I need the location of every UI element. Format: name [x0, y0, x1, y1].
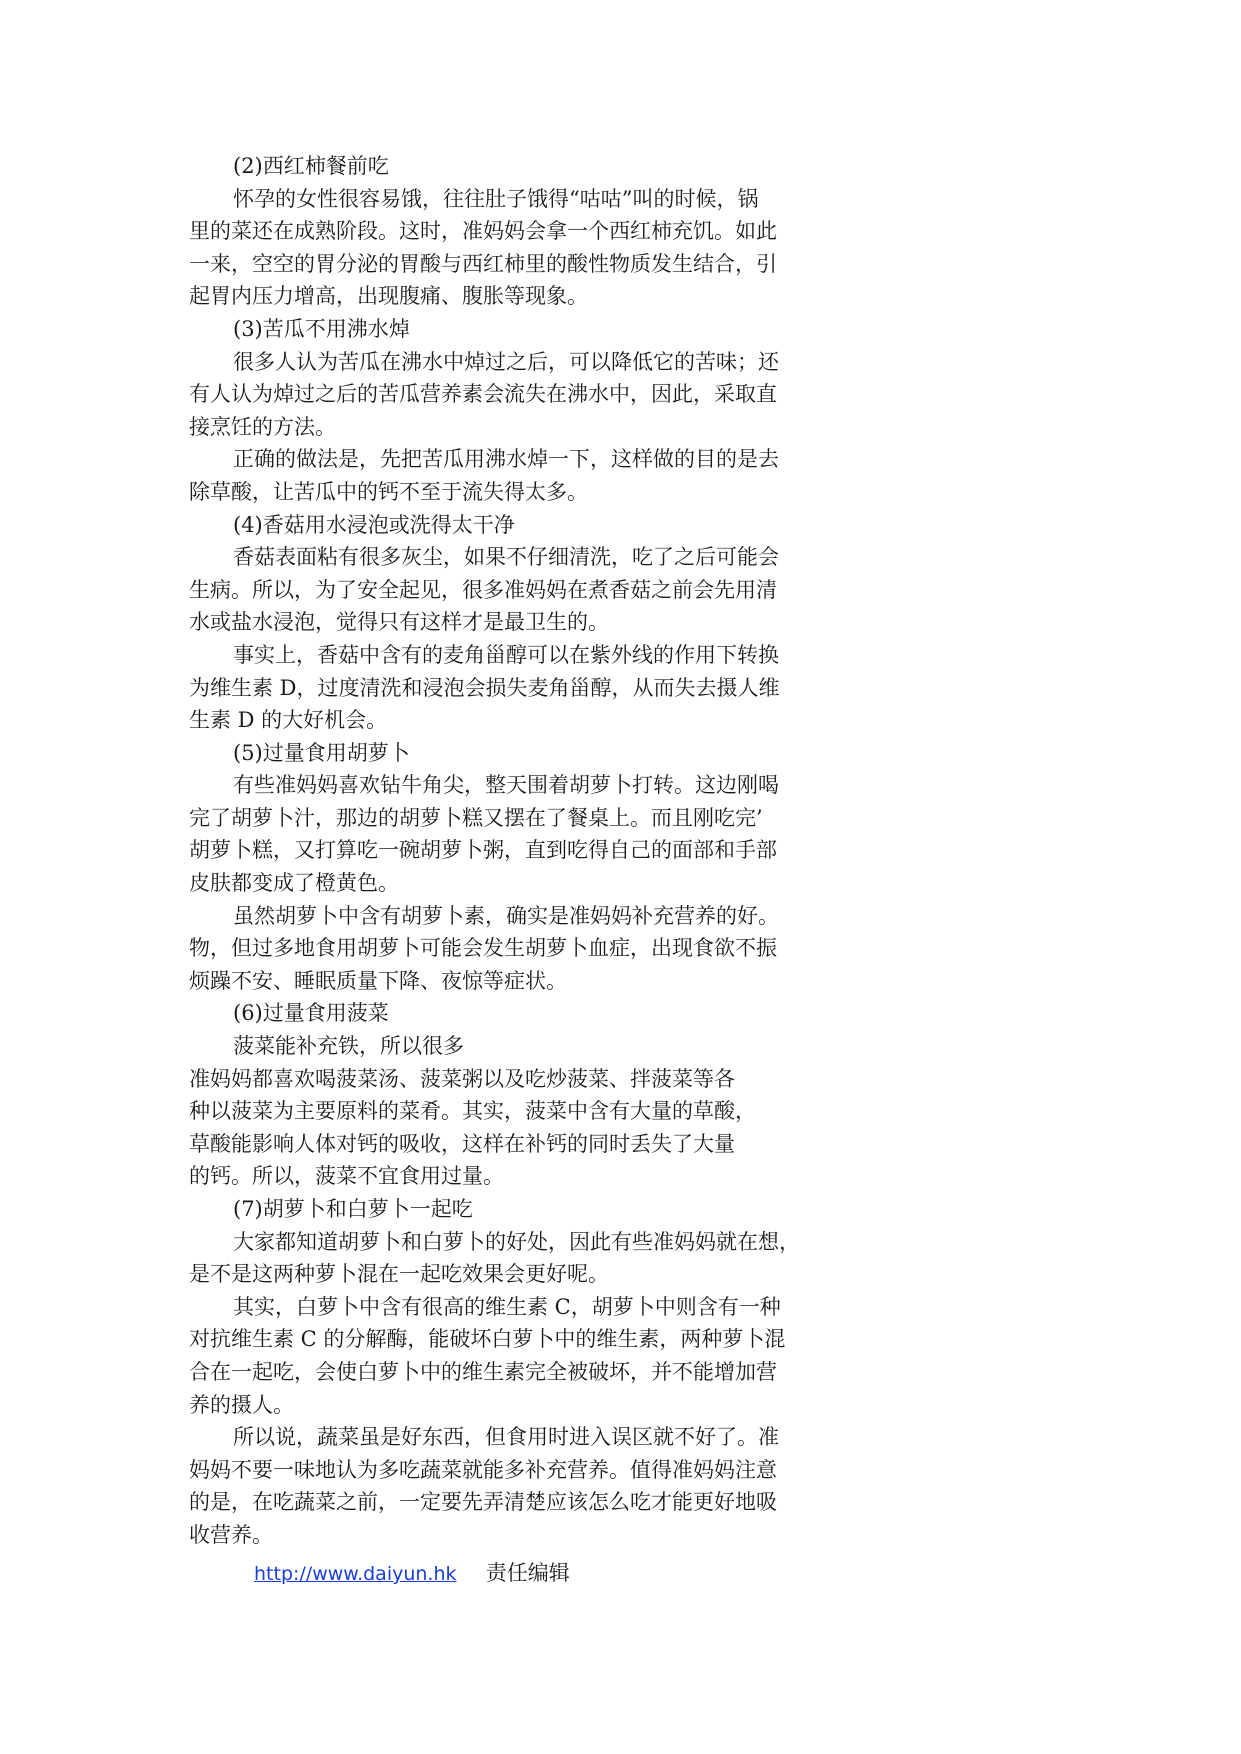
text-line: 接烹饪的方法。 [189, 414, 336, 439]
text-line: 生病。所以，为了安全起见，很多准妈妈在煮香菇之前会先用清 [189, 577, 777, 602]
section-heading: (2)西红柿餐前吃 [233, 154, 389, 178]
text-line: 收营养。 [189, 1522, 273, 1547]
text-line: 养的摄人。 [189, 1392, 294, 1417]
text-line: 妈妈不要一味地认为多吃蔬菜就能多补充营养。值得准妈妈注意 [189, 1457, 777, 1482]
editor-label: 责任编辑 [485, 1561, 570, 1585]
text-line: 准妈妈都喜欢喝菠菜汤、菠菜粥以及吃炒菠菜、拌菠菜等各 [189, 1066, 735, 1091]
text-line: 为维生素 D，过度清洗和浸泡会损失麦角甾醇，从而失去摄人维 [189, 675, 780, 700]
text-line: 起胃内压力增高，出现腹痛、腹胀等现象。 [189, 284, 588, 309]
text-line: 合在一起吃，会使白萝卜中的维生素完全被破坏，并不能增加营 [189, 1359, 777, 1384]
text-line: 事实上，香菇中含有的麦角甾醇可以在紫外线的作用下转换 [233, 642, 779, 667]
text-line: 其实，白萝卜中含有很高的维生素 C，胡萝卜中则含有一种 [233, 1294, 781, 1319]
text-line: 香菇表面粘有很多灰尘，如果不仔细清洗，吃了之后可能会 [233, 545, 779, 570]
text-line: 正确的做法是，先把苦瓜用沸水焯一下，这样做的目的是去 [233, 447, 779, 472]
text-line: 除草酸，让苦瓜中的钙不至于流失得太多。 [189, 479, 588, 504]
text-line: 草酸能影响人体对钙的吸收，这样在补钙的同时丢失了大量 [189, 1131, 735, 1156]
text-line: 的钙。所以，菠菜不宜食用过量。 [189, 1164, 504, 1189]
article-body [189, 150, 819, 1552]
text-line: 是不是这两种萝卜混在一起吃效果会更好呢。 [189, 1262, 609, 1287]
text-line: 水或盐水浸泡，觉得只有这样才是最卫生的。 [189, 610, 609, 635]
text-line: 胡萝卜糕，又打算吃一碗胡萝卜粥，直到吃得自己的面部和手部 [189, 838, 777, 863]
text-line: 的是，在吃蔬菜之前，一定要先弄清楚应该怎么吃才能更好地吸 [189, 1490, 777, 1515]
footer-line [254, 1557, 570, 1589]
section-heading: (3)苦瓜不用沸水焯 [233, 316, 410, 341]
text-line: 种以菠菜为主要原料的菜肴。其实，菠菜中含有大量的草酸， [189, 1099, 756, 1124]
text-line: 所以说，蔬菜虽是好东西，但食用时进入误区就不好了。准 [233, 1425, 779, 1450]
text-line: 烦躁不安、睡眠质量下降、夜惊等症状。 [189, 968, 567, 993]
text-line: 有人认为焯过之后的苦瓜营养素会流失在沸水中，因此，采取直 [189, 382, 777, 407]
source-link[interactable]: http://www.daiyun.hk [254, 1563, 457, 1585]
text-line: 里的菜还在成熟阶段。这时，准妈妈会拿一个西红柿充饥。如此 [189, 219, 777, 244]
text-line: 虽然胡萝卜中含有胡萝卜素，确实是准妈妈补充营养的好。 [233, 903, 779, 928]
text-line: 皮肤都变成了橙黄色。 [189, 871, 399, 896]
text-line: 有些准妈妈喜欢钻牛角尖，整天围着胡萝卜打转。这边刚喝 [233, 773, 779, 798]
section-heading: (5)过量食用胡萝卜 [233, 740, 410, 765]
text-line: 很多人认为苦瓜在沸水中焯过之后，可以降低它的苦味；还 [233, 349, 779, 374]
section-heading: (6)过量食用菠菜 [233, 1001, 389, 1026]
text-line: 物，但过多地食用胡萝卜可能会发生胡萝卜血症，出现食欲不振 [189, 936, 777, 961]
section-heading: (7)胡萝卜和白萝卜一起吃 [233, 1197, 473, 1221]
text-line: 怀孕的女性很容易饿，往往肚子饿得“咕咕”叫的时候，锅 [233, 186, 759, 211]
text-line: 生素 D 的大好机会。 [189, 708, 388, 733]
text-line: 一来，空空的胃分泌的胃酸与西红柿里的酸性物质发生结合，引 [189, 251, 777, 276]
text-line: 菠菜能补充铁，所以很多 [233, 1034, 464, 1059]
text-line: 完了胡萝卜汁，那边的胡萝卜糕又摆在了餐桌上。而且刚吃完’ [189, 805, 763, 830]
text-line: 大家都知道胡萝卜和白萝卜的好处，因此有些准妈妈就在想， [233, 1229, 800, 1254]
section-heading: (4)香菇用水浸泡或洗得太干净 [233, 512, 515, 537]
text-line: 对抗维生素 C 的分解酶，能破坏白萝卜中的维生素，两种萝卜混 [189, 1327, 786, 1352]
